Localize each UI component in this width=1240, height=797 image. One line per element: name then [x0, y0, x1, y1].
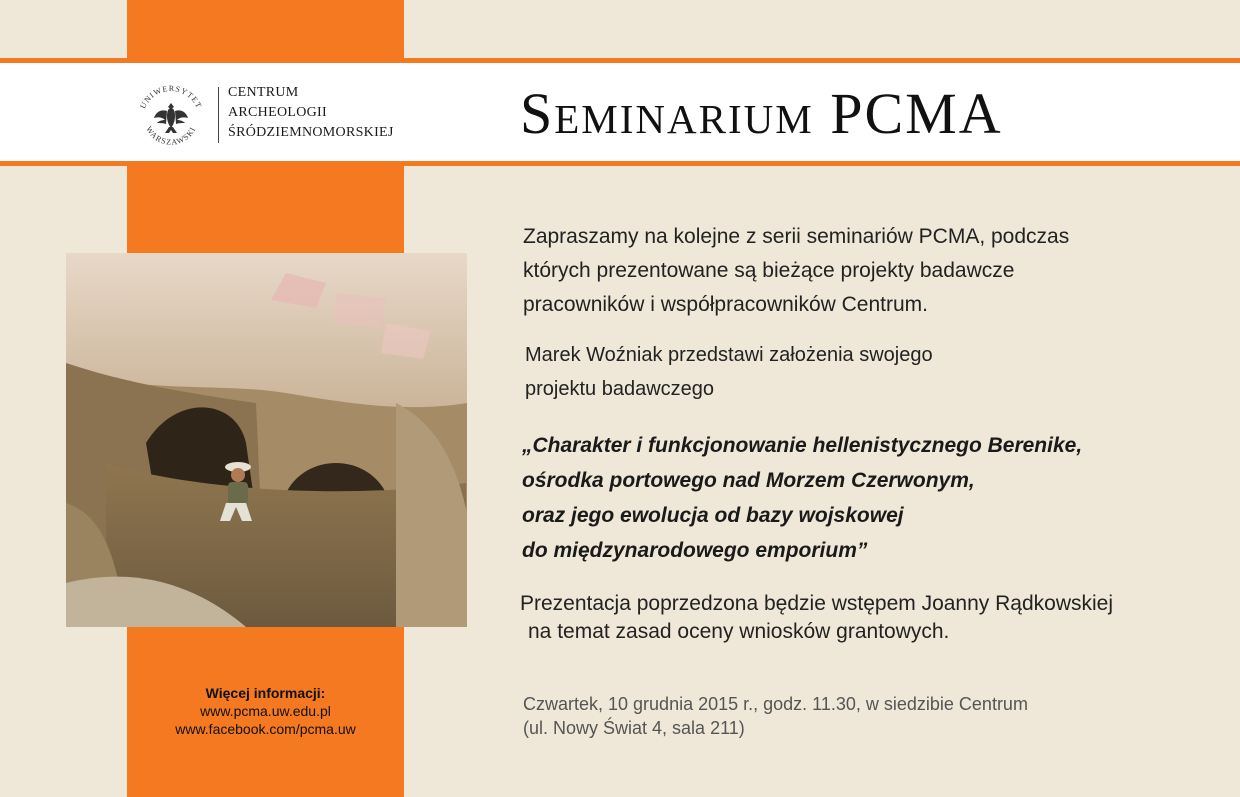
centre-name-line: ŚRÓDZIEMNOMORSKIEJ — [228, 125, 394, 140]
talk-title-line: oraz jego ewolucja od bazy wojskowej — [522, 504, 904, 527]
seminar-title: Seminarium PCMA — [520, 81, 1003, 146]
intro-line: których prezentowane są bieżące projekty badawcze — [523, 259, 1015, 282]
facebook-link[interactable]: www.facebook.com/pcma.uw — [175, 721, 356, 737]
seal-bottom-text: WARSZAWSKI — [144, 124, 198, 147]
speaker-line: projektu badawczego — [525, 378, 715, 400]
preface-line: na temat zasad oceny wniosków grantowych. — [528, 620, 950, 643]
centre-name — [228, 83, 394, 143]
intro-line: Zapraszamy na kolejne z serii seminariów PCMA, podczas — [523, 225, 1070, 248]
intro-line: pracowników i współpracowników Centrum. — [523, 293, 928, 316]
date-line: Czwartek, 10 grudnia 2015 r., godz. 11.30, w siedzibie Centrum — [523, 694, 1028, 714]
more-info — [127, 684, 404, 738]
location-line: (ul. Nowy Świat 4, sala 211) — [523, 718, 745, 738]
talk-title — [522, 428, 1082, 568]
talk-title-line: do międzynarodowego emporium” — [522, 539, 868, 562]
talk-title-line: ośrodka portowego nad Morzem Czerwonym, — [522, 469, 975, 492]
preface-line: Prezentacja poprzedzona będzie wstępem Joanny Rądkowskiej — [520, 592, 1114, 615]
website-link[interactable]: www.pcma.uw.edu.pl — [200, 703, 331, 719]
speaker-paragraph — [525, 338, 933, 406]
speaker-line: Marek Woźniak przedstawi założenia swojego — [525, 344, 933, 366]
preface-paragraph — [520, 590, 1113, 646]
centre-name-line: ARCHEOLOGII — [228, 105, 327, 120]
centre-name-line: CENTRUM — [228, 85, 299, 100]
header-band — [0, 58, 1240, 166]
university-seal-logo — [133, 81, 209, 157]
intro-paragraph — [523, 220, 1069, 322]
logo-divider — [218, 87, 219, 143]
seal-top-text: UNIWERSYTET — [138, 83, 204, 111]
excavation-photo — [66, 253, 467, 627]
date-info — [523, 692, 1028, 740]
talk-title-line: „Charakter i funkcjonowanie hellenistycznego Berenike, — [522, 434, 1083, 457]
more-info-label: Więcej informacji: — [205, 685, 326, 701]
eagle-icon — [154, 103, 188, 133]
